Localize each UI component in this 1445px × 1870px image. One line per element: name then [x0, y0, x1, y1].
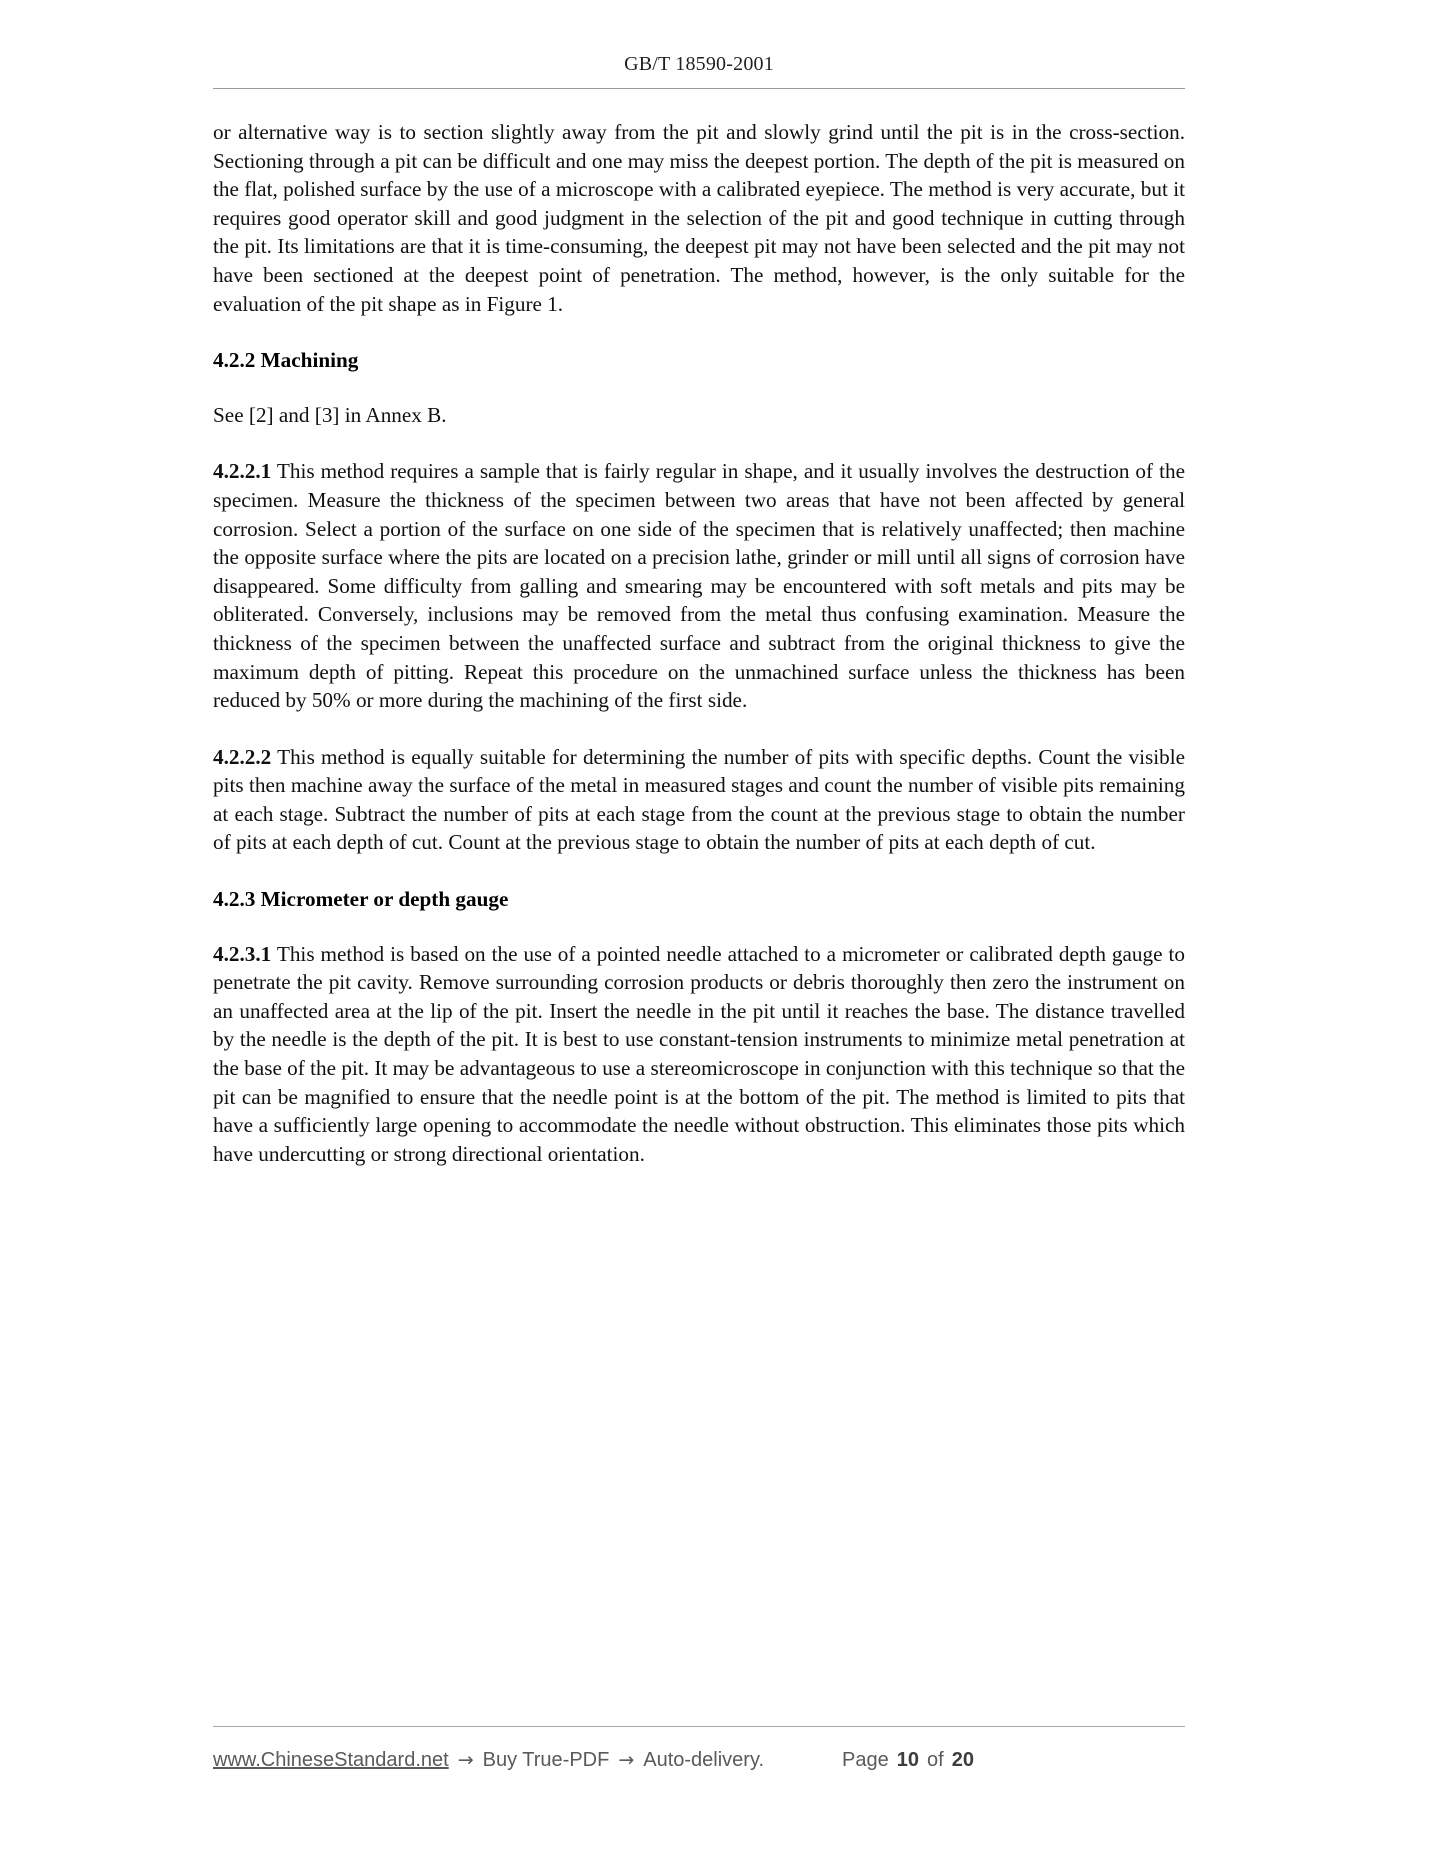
footer-row: [213, 1749, 1185, 1772]
paragraph-continuation: or alternative way is to section slightly away from the pit and slowly grind until the pit is in the cross-section. Sectioning through a pit can be difficult and one may miss the deepest portion. The depth of the pit is measured on the flat, polished surface by the use of a microscope with a calibrated eyepiece. The method is very accurate, but it requires good operator skill and good judgment in the selection of the pit and good technique in cutting through the pit. Its limitations are that it is time-consuming, the deepest pit may not have been selected and the pit may not have been sectioned at the deepest point of penetration. The method, however, is the only suitable for the evaluation of the pit shape as in Figure 1.: [213, 120, 1185, 316]
clause-number-4-2-2-1: 4.2.2.1: [213, 459, 272, 484]
of-label: of: [927, 1749, 944, 1771]
page-footer: [213, 1726, 1185, 1772]
clause-4-2-3-1: [213, 940, 1185, 1169]
section-heading-4-2-2: 4.2.2 Machining: [213, 348, 359, 373]
clause-text-4-2-2-2: This method is equally suitable for determining the number of pits with specific depths. Count the visible pits then machine away the surface of the metal in measured stages and count the number of visible pits remaining at each stage. Subtract the number of pits at each stage from the count at the previous stage to obtain the number of pits at each depth of cut. Count at the previous stage to obtain the number of pits at each depth of cut.: [213, 744, 1185, 855]
section-heading-4-2-3: 4.2.3 Micrometer or depth gauge: [213, 887, 509, 912]
current-page-number: 10: [896, 1749, 920, 1771]
footer-divider: [213, 1726, 1185, 1727]
footer-promo-group: [213, 1749, 764, 1772]
clause-number-4-2-2-2: 4.2.2.2: [213, 744, 272, 769]
document-body: [213, 118, 1185, 1196]
clause-text-4-2-3-1: This method is based on the use of a pointed needle attached to a micrometer or calibrated depth gauge to penetrate the pit cavity. Remove surrounding corrosion products or debris thoroughly then zero the instrument on an unaffected area at the lip of the pit. Insert the needle in the pit until it reaches the base. The distance travelled by the needle is the depth of the pit. It is best to use constant-tension instruments to minimize metal penetration at the base of the pit. It may be advantageous to use a stereomicroscope in conjunction with this technique so that the pit can be magnified to ensure that the needle point is at the bottom of the pit. The method is limited to pits that have a sufficiently large opening to accommodate the needle without obstruction. This eliminates those pits which have undercutting or strong directional orientation.: [213, 941, 1185, 1166]
header-divider: [213, 88, 1185, 89]
page-indicator: [842, 1749, 974, 1772]
chinesestandard-website-link[interactable]: www.ChineseStandard.net: [213, 1749, 449, 1771]
annex-reference-paragraph: See [2] and [3] in Annex B.: [213, 402, 447, 427]
total-page-count: 20: [951, 1749, 974, 1771]
clause-text-4-2-2-1: This method requires a sample that is fairly regular in shape, and it usually involves the destruction of the specimen. Measure the thickness of the specimen between two areas that have not been affected by general corrosion. Select a portion of the surface on one side of the specimen that is relatively unaffected; then machine the opposite surface where the pits are located on a precision lathe, grinder or mill until all signs of corrosion have disappeared. Some difficulty from galling and smearing may be encountered with soft metals and pits may be obliterated. Conversely, inclusions may be removed from the metal thus confusing examination. Measure the thickness of the specimen between the unaffected surface and subtract from the original thickness to give the maximum depth of pitting. Repeat this procedure on the unmachined surface unless the thickness has been reduced by 50% or more during the machining of the first side.: [213, 459, 1185, 713]
page-header: [213, 52, 1185, 89]
standard-number-title: GB/T 18590-2001: [624, 53, 774, 75]
arrow-right-icon-2: →: [618, 1749, 635, 1771]
clause-4-2-2-1: [213, 457, 1185, 714]
clause-number-4-2-3-1: 4.2.3.1: [213, 941, 272, 966]
page-label: Page: [842, 1749, 889, 1771]
auto-delivery-label: Auto-delivery.: [643, 1749, 765, 1771]
arrow-right-icon: →: [457, 1749, 474, 1771]
buy-true-pdf-label: Buy True-PDF: [482, 1749, 610, 1771]
clause-4-2-2-2: [213, 743, 1185, 857]
